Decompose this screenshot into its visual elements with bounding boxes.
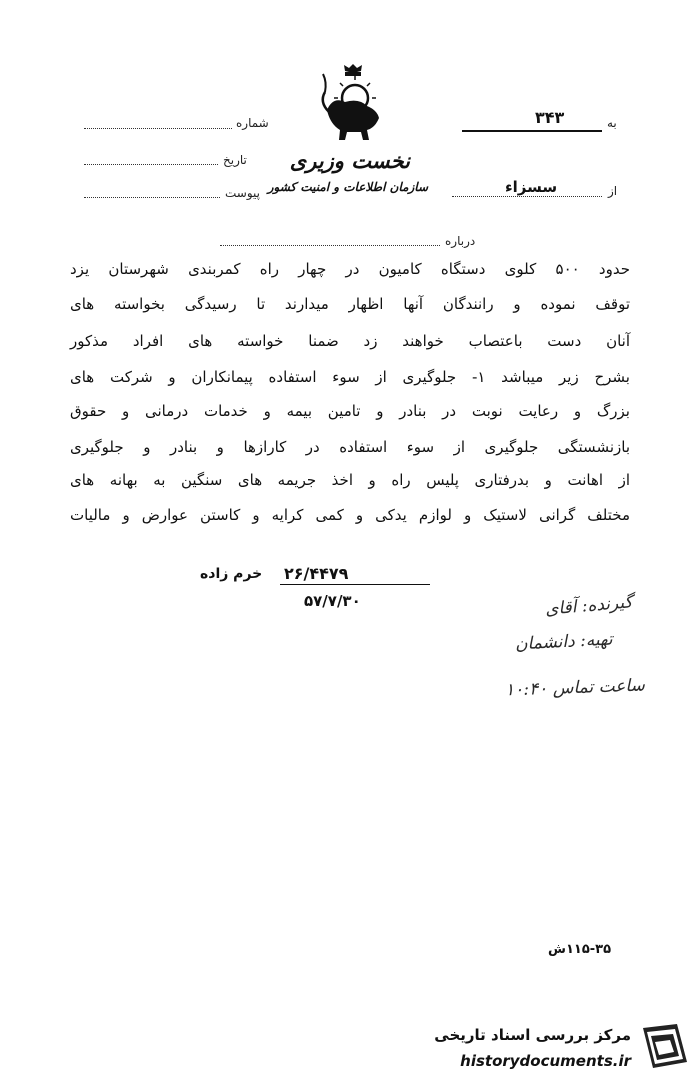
body-line-8: مختلف گرانی لاستیک و لوازم یدکی و کمی کرایه و کاستن عوارض و مالیات (70, 506, 630, 524)
from-field-line (452, 196, 602, 197)
body-line-4: بشرح زیر میباشد ۱- جلوگیری از سوء استفاده پیمانکاران و شرکت های (70, 368, 630, 386)
brand-name: مرکز بررسی اسناد تاریخی (434, 1026, 631, 1044)
lion-and-sun-emblem (315, 62, 390, 150)
from-label: از (608, 184, 618, 198)
page-code: ۱۱۵-۳۵ش (548, 942, 612, 957)
to-field-line (462, 130, 602, 132)
signature-ref-number: ۲۶/۴۴۷۹ (284, 564, 349, 583)
number-field (84, 128, 232, 129)
body-line-1: حدود ۵۰۰ کلوی دستگاه کامیون در چهار راه کمربندی شهرستان یزد (70, 260, 631, 278)
handwritten-note-3: ساعت تماس ۱۰:۴۰ (504, 675, 646, 701)
date-label: تاریخ (223, 153, 247, 167)
body-line-6: بازنشستگی جلوگیری از سوء استفاده در کارازها و بنادر و جلوگیری (70, 438, 630, 456)
body-line-5: بزرگ و رعایت نوبت در بنادر و تامین بیمه و خدمات درمانی و حقوق (70, 402, 630, 420)
ministry-name: نخست وزیری (289, 148, 410, 173)
signature-date: ۵۷/۷/۳۰ (304, 592, 361, 610)
number-label: شماره (236, 116, 269, 130)
to-value: ۳۴۳ (535, 108, 565, 127)
brand-url: historydocuments.ir (460, 1052, 631, 1070)
handwritten-note-1: گیرنده: آقای (544, 592, 634, 620)
subject-label: درباره (445, 234, 476, 248)
subject-field (220, 245, 440, 246)
document-stack-logo-icon (637, 1022, 693, 1074)
date-field (84, 164, 218, 165)
body-line-7: از اهانت و بدرفتاری پلیس راه و اخذ جریمه های سنگین به بهانه های (70, 471, 630, 489)
from-value: سسزاء (505, 178, 558, 196)
signature-name: خرم زاده (200, 566, 263, 582)
organization-name: سازمان اطلاعات و امنیت کشور (267, 180, 428, 194)
handwritten-note-2: تهیه: دانشمان (514, 629, 614, 655)
body-line-3: آنان دست باعتصاب خواهند زد ضمنا خواسته های افراد مذکور (70, 332, 630, 350)
brand-watermark (410, 1018, 695, 1078)
attachment-label: پیوست (225, 186, 260, 200)
signature-block (200, 562, 440, 612)
attachment-field (84, 197, 220, 198)
body-line-2: توقف نموده و رانندگان آنها اظهار میدارند تا رسیدگی بخواسته های (70, 295, 630, 313)
signature-underline (280, 584, 430, 585)
to-label: به (607, 116, 617, 130)
